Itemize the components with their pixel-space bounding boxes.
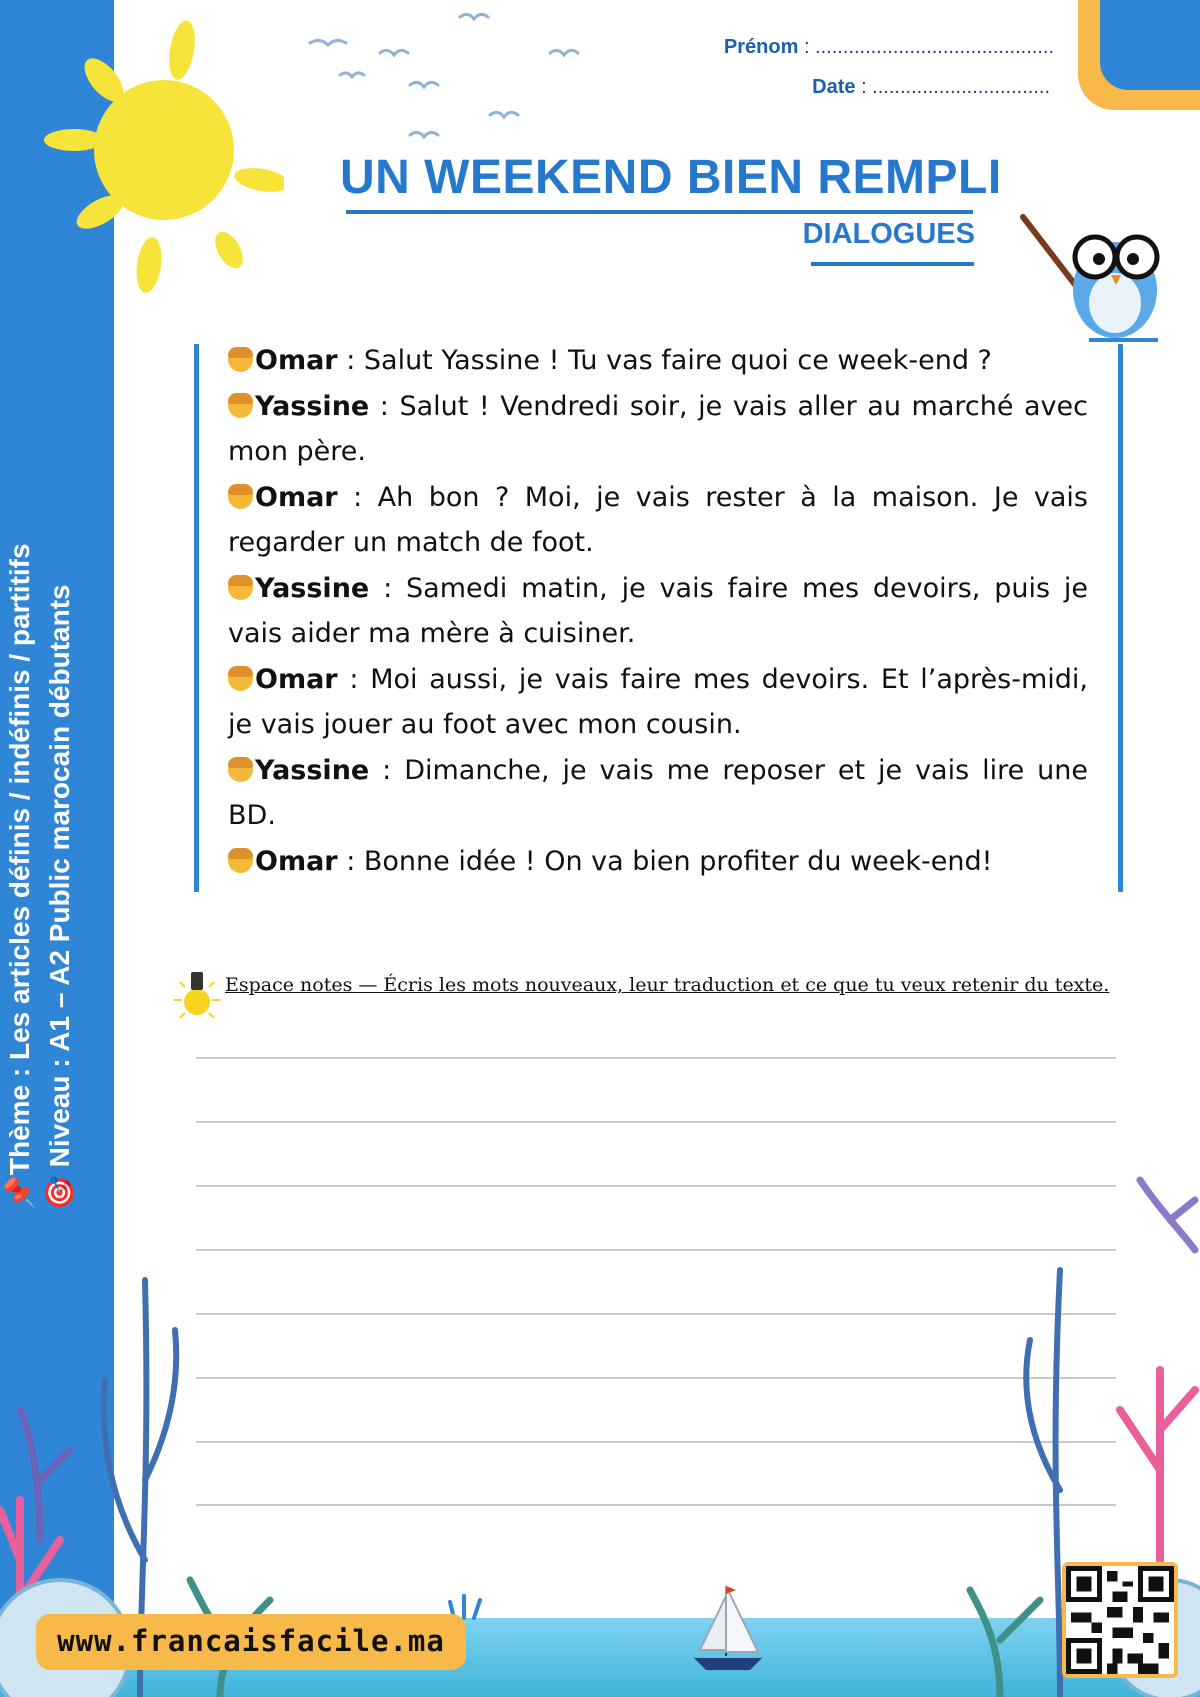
face-emoji-icon: [228, 575, 253, 600]
face-emoji-icon: [228, 848, 253, 873]
speech-text: : Salut ! Vendredi soir, je vais aller au marché avec mon père.: [228, 390, 1088, 467]
speaker-name: Yassine: [255, 754, 370, 786]
face-emoji-icon: [228, 347, 253, 372]
lightbulb-icon: [172, 968, 222, 1026]
date-label: Date: [812, 76, 856, 98]
prenom-label: Prénom: [723, 36, 799, 58]
speaker-name: Yassine: [255, 572, 370, 604]
sailboat-icon: [688, 1580, 768, 1672]
face-emoji-icon: [228, 757, 253, 782]
speech-text: : Bonne idée ! On va bien profiter du week-end!: [337, 845, 993, 877]
speaker-name: Omar: [255, 481, 338, 513]
notes-heading: Espace notes — Écris les mots nouveaux, leur traduction et ce que tu veux retenir du texte.: [225, 974, 1110, 996]
owl-teacher-icon: [1015, 195, 1175, 345]
dialogue-line: [228, 475, 1088, 566]
theme-label: 📌Thème : Les articles définis / indéfinis / partitifs: [4, 543, 35, 1210]
speaker-name: Yassine: [255, 390, 370, 422]
speaker-name: Omar: [255, 663, 338, 695]
date-blank: : ................................: [855, 76, 1050, 98]
prenom-field[interactable]: [724, 36, 1054, 59]
prenom-blank: : ...........................................: [798, 36, 1054, 58]
birds-icon: [300, 5, 600, 145]
qr-code-icon: [1062, 1562, 1178, 1678]
corner-decoration-inner: [1100, 0, 1200, 90]
speech-text: : Dimanche, je vais me reposer et je vais lire une BD.: [228, 754, 1088, 831]
sun-icon: [44, 10, 284, 295]
dialogue-line: [228, 384, 1088, 475]
dialogue-line: [228, 338, 1088, 384]
face-emoji-icon: [228, 484, 253, 509]
dialogue-box: [228, 338, 1088, 884]
sidebar-info: [0, 510, 120, 1210]
face-emoji-icon: [228, 393, 253, 418]
dialogue-rule-left: [194, 344, 199, 892]
speech-text: : Salut Yassine ! Tu vas faire quoi ce week-end ?: [337, 345, 992, 376]
speech-text: : Samedi matin, je vais faire mes devoirs, puis je vais aider ma mère à cuisiner.: [228, 572, 1088, 649]
speech-text: : Moi aussi, je vais faire mes devoirs. Et l’après-midi, je vais jouer au foot avec mon cousin.: [228, 663, 1088, 740]
dialogue-line: [228, 748, 1088, 839]
speech-text: : Ah bon ? Moi, je vais rester à la maison. Je vais regarder un match de foot.: [228, 481, 1088, 558]
title-underline: [346, 210, 973, 214]
dialogue-line: [228, 657, 1088, 748]
dialogue-line: [228, 566, 1088, 657]
website-link[interactable]: www.francaisfacile.ma: [57, 1624, 445, 1658]
face-emoji-icon: [228, 666, 253, 691]
speaker-name: Omar: [255, 845, 338, 877]
dialogue-line: [228, 839, 1088, 885]
speaker-name: Omar: [255, 345, 338, 376]
note-line[interactable]: [196, 1057, 1116, 1059]
subtitle-underline: [811, 262, 974, 266]
page-title: UN WEEKEND BIEN REMPLI: [340, 151, 1002, 204]
date-field[interactable]: [812, 76, 1050, 99]
dialogue-rule-right: [1118, 344, 1123, 892]
level-label: 🎯 Niveau : A1 – A2 Public marocain débutants: [44, 584, 75, 1210]
note-line[interactable]: [196, 1121, 1116, 1123]
page-subtitle: DIALOGUES: [802, 218, 975, 250]
